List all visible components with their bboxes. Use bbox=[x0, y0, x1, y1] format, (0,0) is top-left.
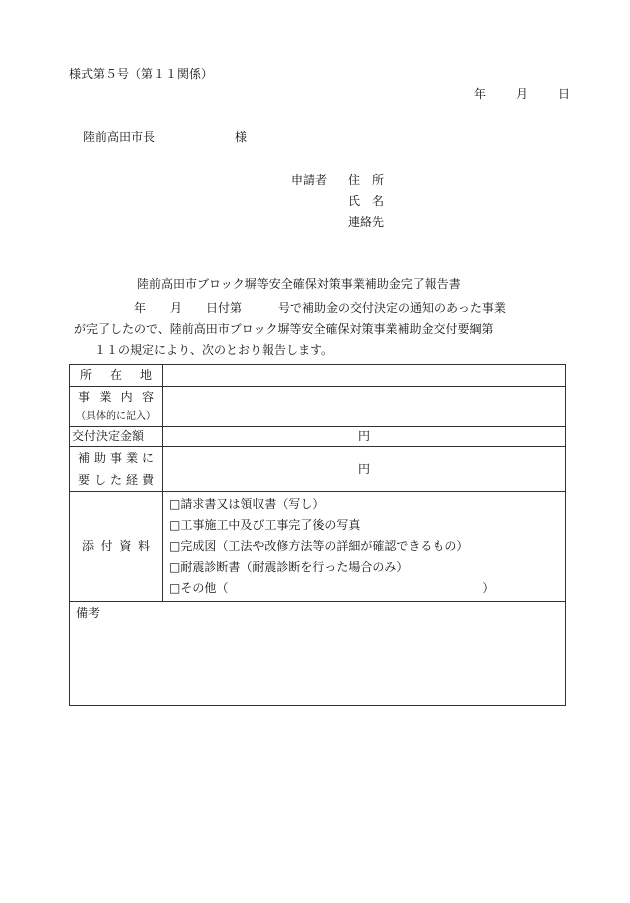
grant-amount-label: 交付決定金額 bbox=[70, 427, 163, 447]
expense-yen: 円 bbox=[357, 461, 370, 476]
row-remarks bbox=[70, 602, 566, 706]
attachment-item-invoice[interactable]: □請求書又は領収書（写し） bbox=[169, 497, 325, 511]
location-label-char: 在 bbox=[109, 368, 122, 383]
attachments-label-char: 付 bbox=[100, 539, 113, 554]
work-label bbox=[70, 387, 163, 427]
expense-label-char: 事 bbox=[109, 450, 122, 465]
location-label-char: 所 bbox=[80, 368, 93, 383]
attachment-item-other[interactable] bbox=[169, 578, 559, 599]
expense-label-char: 費 bbox=[141, 473, 154, 487]
remarks-cell bbox=[70, 602, 566, 706]
expense-label-char: 業 bbox=[125, 450, 138, 465]
document-title: 陸前高田市ブロック塀等安全確保対策事業補助金完了報告書 bbox=[137, 277, 461, 291]
attachment-other-open: □その他（ bbox=[169, 581, 229, 595]
work-value bbox=[163, 387, 566, 427]
row-location bbox=[70, 365, 566, 387]
location-label bbox=[70, 365, 163, 387]
applicant-contact-label: 連絡先 bbox=[348, 215, 385, 229]
row-attachments bbox=[70, 492, 566, 602]
expense-label-char: 助 bbox=[93, 450, 106, 465]
report-table bbox=[69, 364, 566, 706]
attachments-label-char: 資 bbox=[119, 539, 132, 554]
work-label-char: 業 bbox=[99, 390, 112, 405]
row-grant-amount bbox=[70, 427, 566, 447]
addressee-honorific: 様 bbox=[235, 130, 248, 144]
form-number: 様式第５号（第１１関係） bbox=[69, 67, 214, 81]
date-year: 年 bbox=[474, 87, 487, 101]
attachments-list bbox=[163, 492, 566, 602]
expense-label-char: 要 bbox=[78, 473, 91, 487]
expense-label-char: 補 bbox=[78, 450, 91, 465]
expense-label-char: 経 bbox=[125, 473, 138, 487]
applicant-address-label: 住 所 bbox=[348, 173, 385, 187]
work-label-char: 事 bbox=[78, 390, 91, 405]
applicant-block bbox=[291, 174, 384, 237]
body-line-1: 年 月 日付第 号で補助金の交付決定の通知のあった事業 bbox=[74, 301, 506, 315]
expense-label-char: た bbox=[109, 473, 122, 487]
attachments-label-char: 添 bbox=[82, 539, 95, 554]
work-label-char: 容 bbox=[141, 390, 154, 405]
attachment-item-drawing[interactable]: □完成図（工法や改修方法等の詳細が確認できるもの） bbox=[169, 539, 469, 553]
applicant-label: 申請者 bbox=[291, 173, 328, 187]
location-value bbox=[163, 365, 566, 387]
work-label-char: 内 bbox=[120, 390, 133, 405]
addressee bbox=[83, 131, 247, 143]
addressee-name: 陸前高田市長 bbox=[83, 130, 156, 144]
expense-label bbox=[70, 447, 163, 492]
body-line-3: １１の規定により、次のとおり報告します。 bbox=[94, 343, 334, 357]
expense-label-char: に bbox=[141, 450, 154, 465]
attachment-item-seismic[interactable]: □耐震診断書（耐震診断を行った場合のみ） bbox=[169, 560, 409, 574]
date-day: 日 bbox=[558, 87, 571, 101]
work-label-note: （具体的に記入） bbox=[76, 410, 156, 422]
grant-amount-yen: 円 bbox=[357, 429, 370, 444]
body-line-2: が完了したので、陸前高田市ブロック塀等安全確保対策事業補助金交付要綱第 bbox=[74, 322, 494, 336]
attachment-other-close: ） bbox=[482, 581, 495, 595]
grant-amount-value bbox=[163, 427, 566, 447]
applicant-name-label: 氏 名 bbox=[348, 194, 385, 208]
attachments-label bbox=[70, 492, 163, 602]
attachment-item-photos[interactable]: □工事施工中及び工事完了後の写真 bbox=[169, 518, 361, 532]
remarks-label: 備考 bbox=[76, 606, 101, 620]
date-line bbox=[474, 88, 570, 100]
row-work bbox=[70, 387, 566, 427]
attachments-label-char: 料 bbox=[137, 539, 150, 554]
body-text bbox=[74, 298, 594, 361]
expense-value bbox=[163, 447, 566, 492]
row-expense bbox=[70, 447, 566, 492]
date-month: 月 bbox=[516, 87, 529, 101]
location-label-char: 地 bbox=[139, 368, 152, 383]
expense-label-char: し bbox=[93, 473, 106, 487]
